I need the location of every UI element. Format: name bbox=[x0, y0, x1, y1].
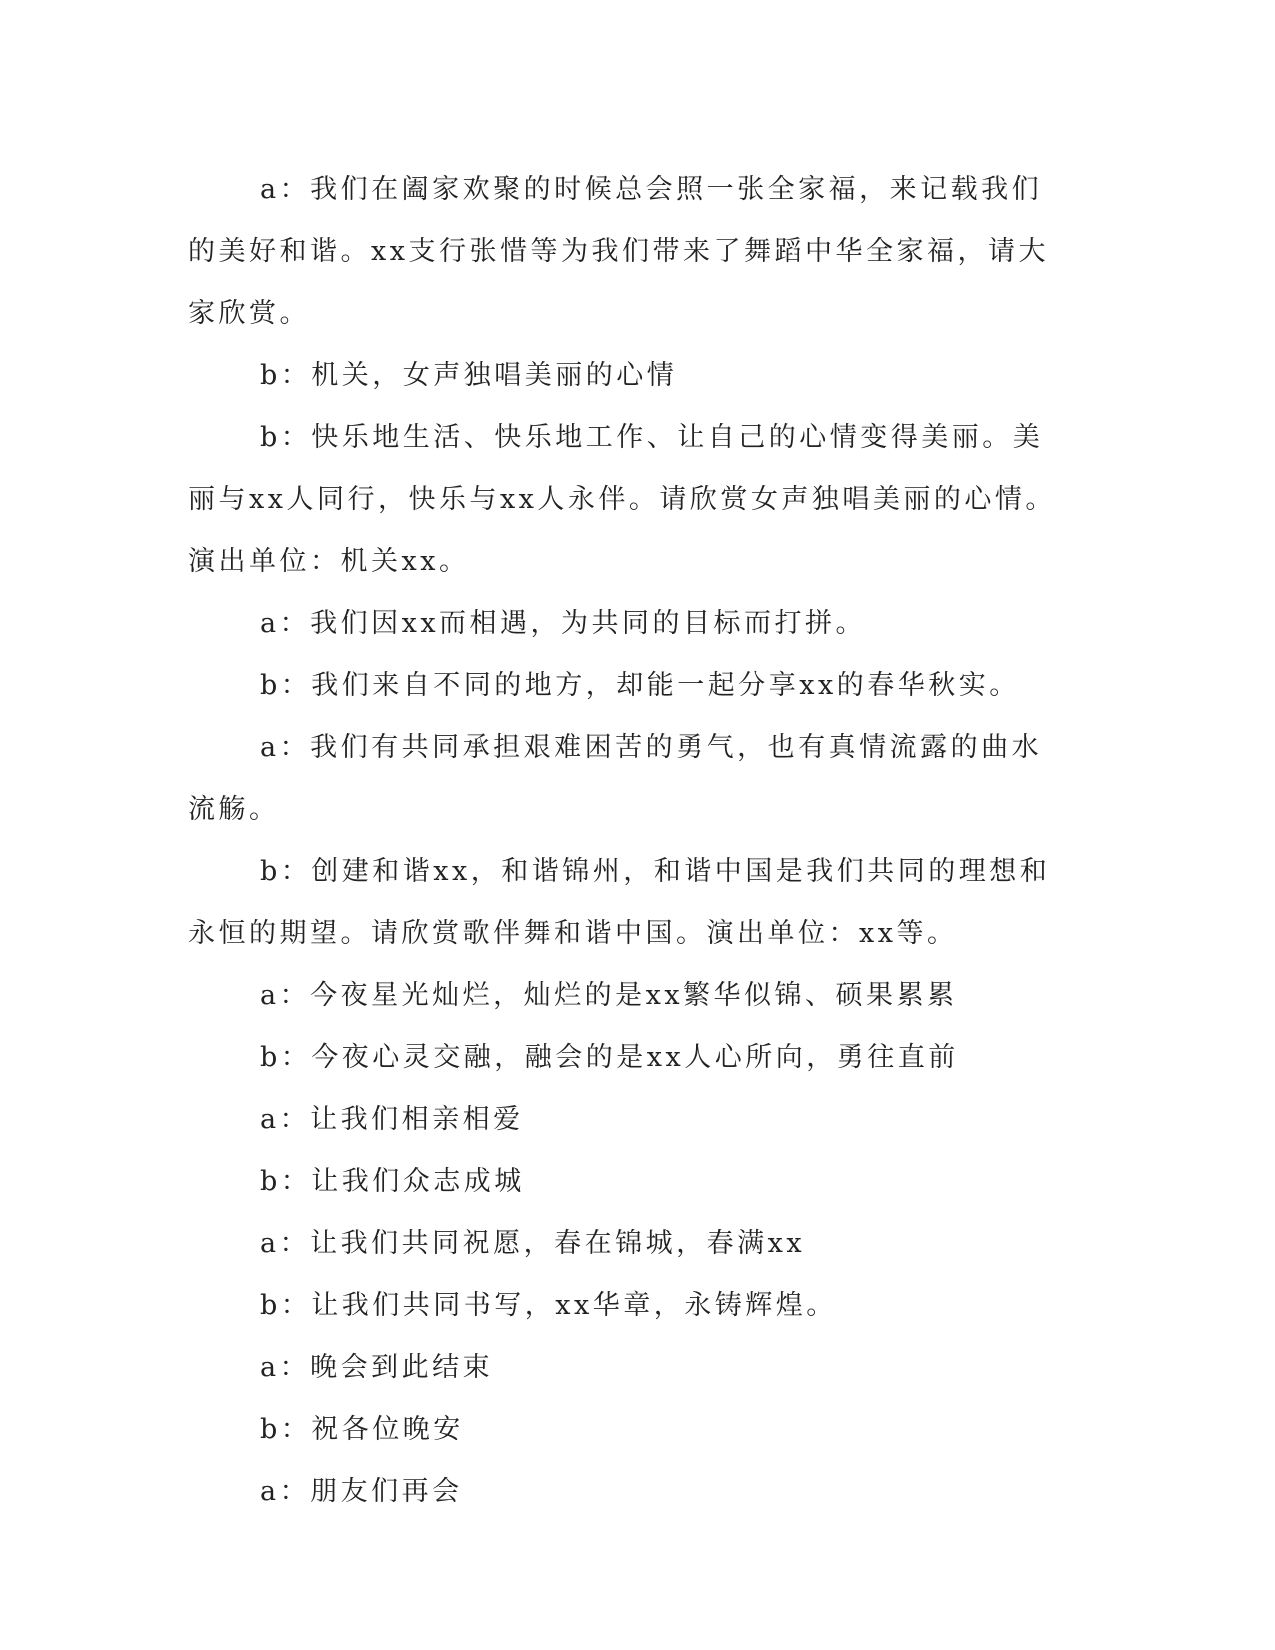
paragraph: b：让我们众志成城 bbox=[260, 1166, 525, 1197]
paragraph: b：创建和谐xx，和谐锦州，和谐中国是我们共同的理想和永恒的期望。请欣赏歌伴舞和谐中国。演出单位：xx等。 bbox=[188, 856, 1051, 949]
paragraph: a：晚会到此结束 bbox=[260, 1352, 494, 1383]
paragraph: b：今夜心灵交融，融会的是xx人心所向，勇往直前 bbox=[260, 1042, 959, 1073]
paragraph: b：快乐地生活、快乐地工作、让自己的心情变得美丽。美丽与xx人同行，快乐与xx人永伴。请欣赏女声独唱美丽的心情。演出单位：机关xx。 bbox=[188, 422, 1056, 577]
document-body bbox=[188, 159, 1070, 1523]
paragraph: b：机关，女声独唱美丽的心情 bbox=[260, 360, 678, 391]
paragraph: a：让我们共同祝愿，春在锦城，春满xx bbox=[260, 1228, 806, 1259]
paragraph: a：我们有共同承担艰难困苦的勇气，也有真情流露的曲水流觞。 bbox=[188, 732, 1043, 825]
paragraph: a：今夜星光灿烂，灿烂的是xx繁华似锦、硕果累累 bbox=[260, 980, 958, 1011]
paragraph: a：让我们相亲相爱 bbox=[260, 1104, 524, 1135]
paragraph: b：我们来自不同的地方，却能一起分享xx的春华秋实。 bbox=[260, 670, 1020, 701]
paragraph: a：朋友们再会 bbox=[260, 1476, 463, 1507]
paragraph: b：祝各位晚安 bbox=[260, 1414, 464, 1445]
paragraph: a：我们因xx而相遇，为共同的目标而打拼。 bbox=[260, 608, 867, 639]
paragraph: a：我们在阖家欢聚的时候总会照一张全家福，来记载我们的美好和谐。xx支行张惜等为我们带来了舞蹈中华全家福，请大家欣赏。 bbox=[188, 174, 1049, 329]
paragraph: b：让我们共同书写，xx华章，永铸辉煌。 bbox=[260, 1290, 837, 1321]
